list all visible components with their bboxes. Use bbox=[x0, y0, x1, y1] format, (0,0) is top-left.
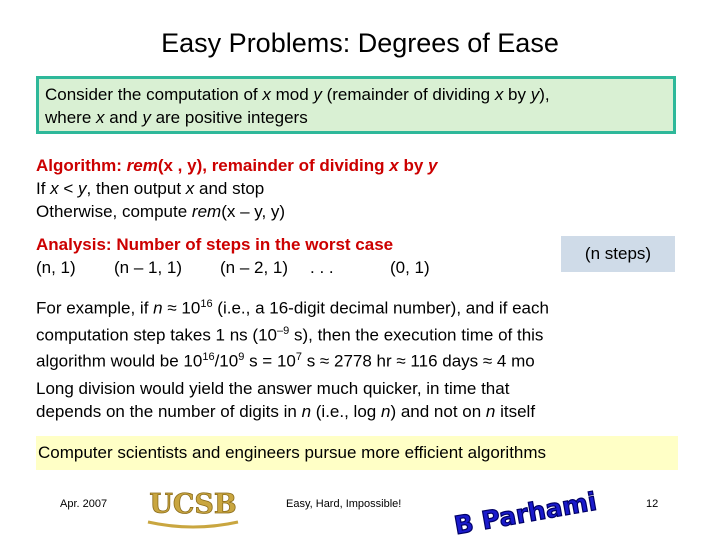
footer-date: Apr. 2007 bbox=[60, 498, 108, 510]
example-block bbox=[36, 293, 549, 373]
example-line-2: computation step takes 1 ns ($10^{-9}$ s), then the execution time of this bbox=[36, 324, 544, 345]
division-line-2: depends on the number of digits in n (i.e., log n) and not on n itself bbox=[36, 402, 536, 421]
problem-box bbox=[36, 76, 676, 134]
analysis-block bbox=[36, 233, 430, 279]
division-line-1: Long division would yield the answer much quicker, in time that bbox=[36, 379, 510, 398]
ucsb-logo bbox=[142, 484, 244, 532]
conclusion-highlight: Computer scientists and engineers pursue more efficient algorithms bbox=[36, 436, 678, 470]
problem-line-2: where x and y are positive integers bbox=[45, 108, 308, 127]
steps-box: (n steps) bbox=[561, 236, 675, 272]
algorithm-line-2: If x < y, then output x and stop bbox=[36, 179, 265, 198]
footer-title: Easy, Hard, Impossible! bbox=[286, 498, 402, 510]
parhami-logo bbox=[452, 486, 599, 540]
algorithm-heading: Algorithm: rem(x , y), remainder of dividing x by y bbox=[36, 156, 438, 175]
example-line-3: algorithm would be $10^{16}/10^9$ $s = 10^7$ s ≈ 2778 hr ≈ 116 days ≈ 4 mo bbox=[36, 351, 535, 371]
algorithm-line-3: Otherwise, compute rem(x – y, y) bbox=[36, 202, 286, 221]
ucsb-logo-text: UCSB bbox=[149, 489, 237, 520]
problem-line-1: Consider the computation of x mod y (remainder of dividing x by y), bbox=[45, 85, 550, 104]
example-line-1: For example, if $n \approx 10^{16}$ (i.e., a 16-digit decimal number), and if each bbox=[36, 298, 549, 318]
division-block bbox=[36, 377, 535, 423]
parhami-logo-text: B Parhami bbox=[452, 486, 599, 540]
analysis-heading: Analysis: Number of steps in the worst case bbox=[36, 235, 394, 254]
algorithm-block bbox=[36, 154, 438, 223]
analysis-sequence: (n, 1) (n – 1, 1) (n – 2, 1) . . . (0, 1) bbox=[36, 258, 430, 277]
page-number: 12 bbox=[646, 498, 659, 510]
slide-title: Easy Problems: Degrees of Ease bbox=[161, 28, 559, 58]
